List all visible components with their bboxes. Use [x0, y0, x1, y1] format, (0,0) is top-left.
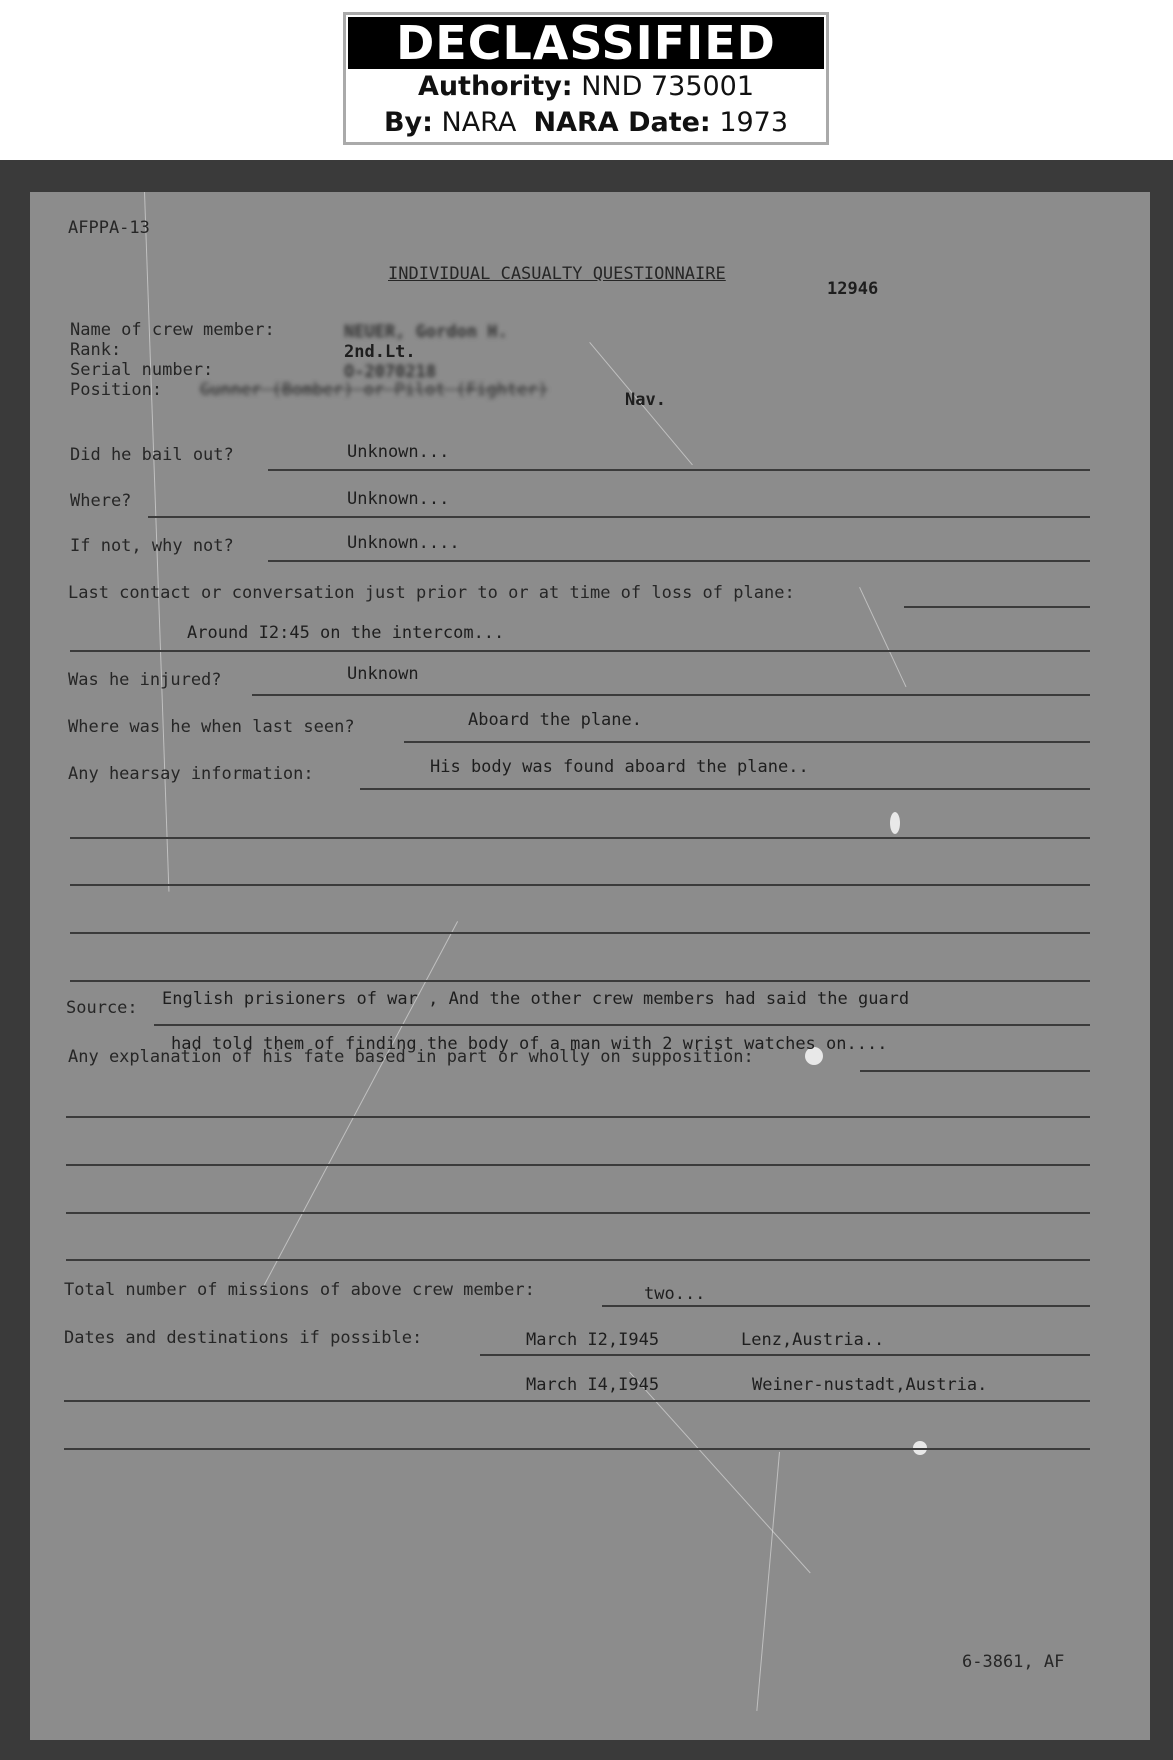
blank-line [70, 980, 1090, 982]
scan-scratch [859, 587, 906, 687]
q-where-label: Where? [70, 491, 132, 511]
crew-position-label: Position: [70, 380, 163, 400]
document-number: 12946 [827, 279, 879, 299]
blank-line [70, 837, 1090, 839]
stamp-date-value: 1973 [719, 107, 789, 138]
q-lastseen-label: Where was he when last seen? [68, 717, 355, 737]
destination-2-place: Weiner-nustadt,Austria. [752, 1375, 988, 1395]
stamp-title: DECLASSIFIED [348, 17, 824, 69]
scan-spot [890, 812, 900, 834]
blank-line [64, 1448, 1090, 1450]
stamp-date-label: NARA Date: [533, 107, 711, 138]
blank-line [66, 1116, 1090, 1118]
q-missions-label: Total number of missions of above crew member: [64, 1280, 535, 1300]
destination-2-date: March I4,I945 [526, 1375, 660, 1395]
q-dates-label: Dates and destinations if possible: [64, 1328, 423, 1348]
q-injured-value: Unknown [347, 664, 419, 684]
answer-line [268, 469, 1090, 471]
form-title: INDIVIDUAL CASUALTY QUESTIONNAIRE [388, 264, 726, 284]
footer-code: 6-3861, AF [962, 1652, 1065, 1672]
q-hearsay-label: Any hearsay information: [68, 764, 314, 784]
stamp-by-label: By: [383, 107, 433, 138]
blank-line [66, 1259, 1090, 1261]
stamp-by-value: NARA [441, 107, 517, 138]
crew-position-suffix: Nav. [625, 390, 666, 410]
q-bail-value: Unknown... [347, 442, 450, 462]
stamp-authority-label: Authority: [417, 71, 573, 102]
answer-line [480, 1354, 1090, 1356]
q-contact-label: Last contact or conversation just prior to or at time of loss of plane: [68, 583, 795, 603]
scan-scratch [629, 1372, 810, 1573]
declassification-stamp [343, 12, 829, 145]
answer-line [252, 694, 1090, 696]
q-source-label: Source: [66, 998, 138, 1018]
answer-line [268, 560, 1090, 562]
q-missions-value: two... [644, 1284, 706, 1304]
answer-line [602, 1305, 1090, 1307]
scan-scratch [756, 1452, 780, 1711]
q-source-value-continued: had told them of finding the body of a man with 2 wrist watches on.... [171, 1034, 888, 1054]
stamp-authority-value: NND 735001 [581, 71, 755, 102]
q-injured-label: Was he injured? [68, 670, 222, 690]
form-code: AFPPA-13 [68, 218, 150, 238]
answer-line [404, 741, 1090, 743]
crew-name-label: Name of crew member: [70, 320, 275, 340]
answer-line [860, 1070, 1090, 1072]
q-source-value: English prisioners of war , And the other crew members had said the guard [162, 989, 910, 1009]
answer-line [148, 516, 1090, 518]
crew-position-value: Gunner (Bomber) or Pilot (Fighter) [200, 380, 548, 400]
questionnaire-page [30, 192, 1150, 1740]
crew-name-value: NEUER, Gordon H. [344, 322, 508, 342]
destination-1-date: March I2,I945 [526, 1330, 660, 1350]
q-lastseen-value: Aboard the plane. [468, 710, 642, 730]
blank-line [70, 932, 1090, 934]
destination-1-place: Lenz,Austria.. [741, 1330, 885, 1350]
crew-serial-label: Serial number: [70, 360, 214, 380]
answer-line [64, 1400, 1090, 1402]
stamp-authority [346, 69, 826, 105]
q-explain-label: Any explanation of his fate based in part or wholly on supposition: [68, 1047, 754, 1067]
scan-scratch [260, 921, 458, 1292]
answer-line [70, 650, 1090, 652]
crew-serial-value: O-2070218 [344, 362, 437, 382]
q-contact-value: Around I2:45 on the intercom... [187, 623, 505, 643]
answer-line [904, 606, 1090, 608]
q-ifnot-value: Unknown.... [347, 533, 460, 553]
blank-line [66, 1212, 1090, 1214]
q-hearsay-value: His body was found aboard the plane.. [430, 757, 809, 777]
answer-line [154, 1024, 1090, 1026]
stamp-by-date [346, 105, 826, 141]
blank-line [66, 1164, 1090, 1166]
q-bail-label: Did he bail out? [70, 445, 234, 465]
crew-rank-value: 2nd.Lt. [344, 342, 416, 362]
scanned-document [0, 160, 1173, 1760]
crew-rank-label: Rank: [70, 340, 122, 360]
q-where-value: Unknown... [347, 489, 450, 509]
q-ifnot-label: If not, why not? [70, 536, 234, 556]
blank-line [70, 884, 1090, 886]
answer-line [360, 788, 1090, 790]
